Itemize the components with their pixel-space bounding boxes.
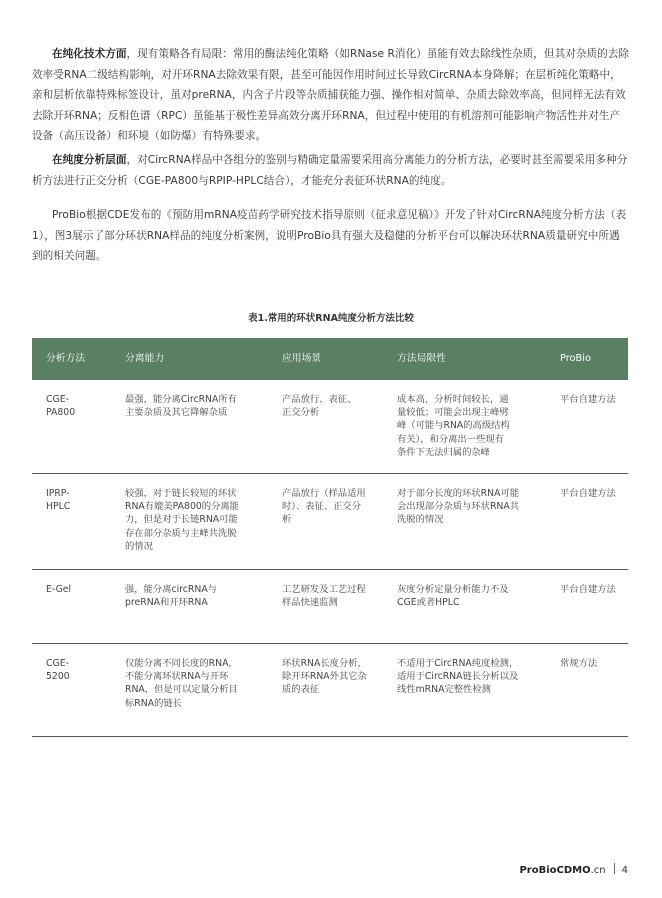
cell-method: CGE- PA800 (32, 380, 111, 474)
cell-probio: 平台自建方法 (546, 474, 628, 570)
table-row (32, 570, 628, 644)
header-probio: ProBio (546, 338, 628, 380)
page-number: 4 (621, 865, 628, 876)
cell-probio: 平台自建方法 (546, 570, 628, 644)
paragraph-purification (32, 44, 630, 147)
paragraph-probio (32, 205, 630, 267)
cell-probio: 常规方法 (546, 644, 628, 737)
header-application: 应用场景 (268, 338, 383, 380)
footer-brand: ProBioCDMO (519, 865, 591, 876)
header-limitation: 方法局限性 (383, 338, 546, 380)
cell-separation: 最强，能分离CircRNA所有 主要杂质及其它降解杂质 (111, 380, 268, 474)
cell-limitation: 不适用于CircRNA纯度检测， 适用于CircRNA链长分析以及 线性mRNA完整性检测 (383, 644, 546, 737)
cell-method: E-Gel (32, 570, 111, 644)
paragraph-lead: 在纯度分析层面 (52, 154, 127, 166)
paragraph-analysis (32, 150, 630, 191)
table-caption: 表1.常用的环状RNA纯度分析方法比较 (248, 313, 414, 324)
cell-application: 环状RNA长度分析， 除开环RNA外其它杂 质的表征 (268, 644, 383, 737)
cell-application: 产品放行、表征、 正交分析 (268, 380, 383, 474)
header-method: 分析方法 (32, 338, 111, 380)
paragraph-body: ，现有策略各有局限：常用的酶法纯化策略（如RNase R消化）虽能有效去除线性杂质，但其对杂质的去除效率受RNA二级结构影响，对开环RNA去除效果有限，甚至可能因作用时间过长导致CircRNA本身降解；在层析纯化策略中，亲和层析依靠特殊标签设计，虽对preRNA，内含子片段等杂质捕获能力强、操作相对简单、杂质去除效率高，但同样无法有效去除开环RNA；反相色谱（RPC）虽能基于极性差异高效分离开环RNA，但过程中使用的有机溶剂可能影响产物活性并对生产设备（高压设备）和环境（如防爆）有特殊要求。 (32, 48, 630, 142)
cell-application: 产品放行（样品适用 时）、表征、正交分 析 (268, 474, 383, 570)
cell-method: CGE- 5200 (32, 644, 111, 737)
table-row (32, 644, 628, 737)
table-row (32, 380, 628, 474)
cell-probio: 平台自建方法 (546, 380, 628, 474)
comparison-table (32, 338, 628, 737)
cell-limitation: 对于部分长度的环状RNA可能 会出现部分杂质与环状RNA共 洗脱的情况 (383, 474, 546, 570)
paragraph-body: ，对CircRNA样品中各组分的鉴别与精确定量需要采用高分离能力的分析方法，必要时甚至需要采用多种分析方法进行正交分析（CGE-PA800与RPIP-HPLC结合），才能充分表征环状RNA的纯度。 (32, 154, 628, 187)
header-separation: 分离能力 (111, 338, 268, 380)
cell-separation: 较强，对于链长较短的环状 RNA有媲美PA800的分离能 力，但是对于长链RNA可能 存在部分杂质与主峰共洗脱 的情况 (111, 474, 268, 570)
cell-limitation: 灰度分析定量分析能力不及 CGE或者HPLC (383, 570, 546, 644)
cell-separation: 仅能分离不同长度的RNA， 不能分离环状RNA与开环 RNA，但是可以定量分析目 标RNA的链长 (111, 644, 268, 737)
cell-method: IPRP- HPLC (32, 474, 111, 570)
footer-domain-suffix: .cn (590, 865, 606, 876)
paragraph-body: ProBio根据CDE发布的《预防用mRNA疫苗药学研究技术指导原则（征求意见稿）》开发了针对CircRNA纯度分析方法（表1），图3展示了部分环状RNA样品的纯度分析案例，说明ProBio具有强大及稳健的分析平台可以解决环状RNA质量研究中所遇到的相关问题。 (32, 209, 627, 262)
table-header-row (32, 338, 628, 380)
cell-application: 工艺研发及工艺过程 样品快速监测 (268, 570, 383, 644)
table-row (32, 474, 628, 570)
cell-limitation: 成本高，分析时间较长，通 量较低；可能会出现主峰劈 峰（可能与RNA的高级结构 有关），和分离出一些现有 条件下无法归属的杂峰 (383, 380, 546, 474)
paragraph-lead: 在纯化技术方面 (52, 48, 127, 60)
page-footer (519, 863, 628, 876)
footer-divider (614, 863, 615, 874)
cell-separation: 强，能分离circRNA与 preRNA和开环RNA (111, 570, 268, 644)
